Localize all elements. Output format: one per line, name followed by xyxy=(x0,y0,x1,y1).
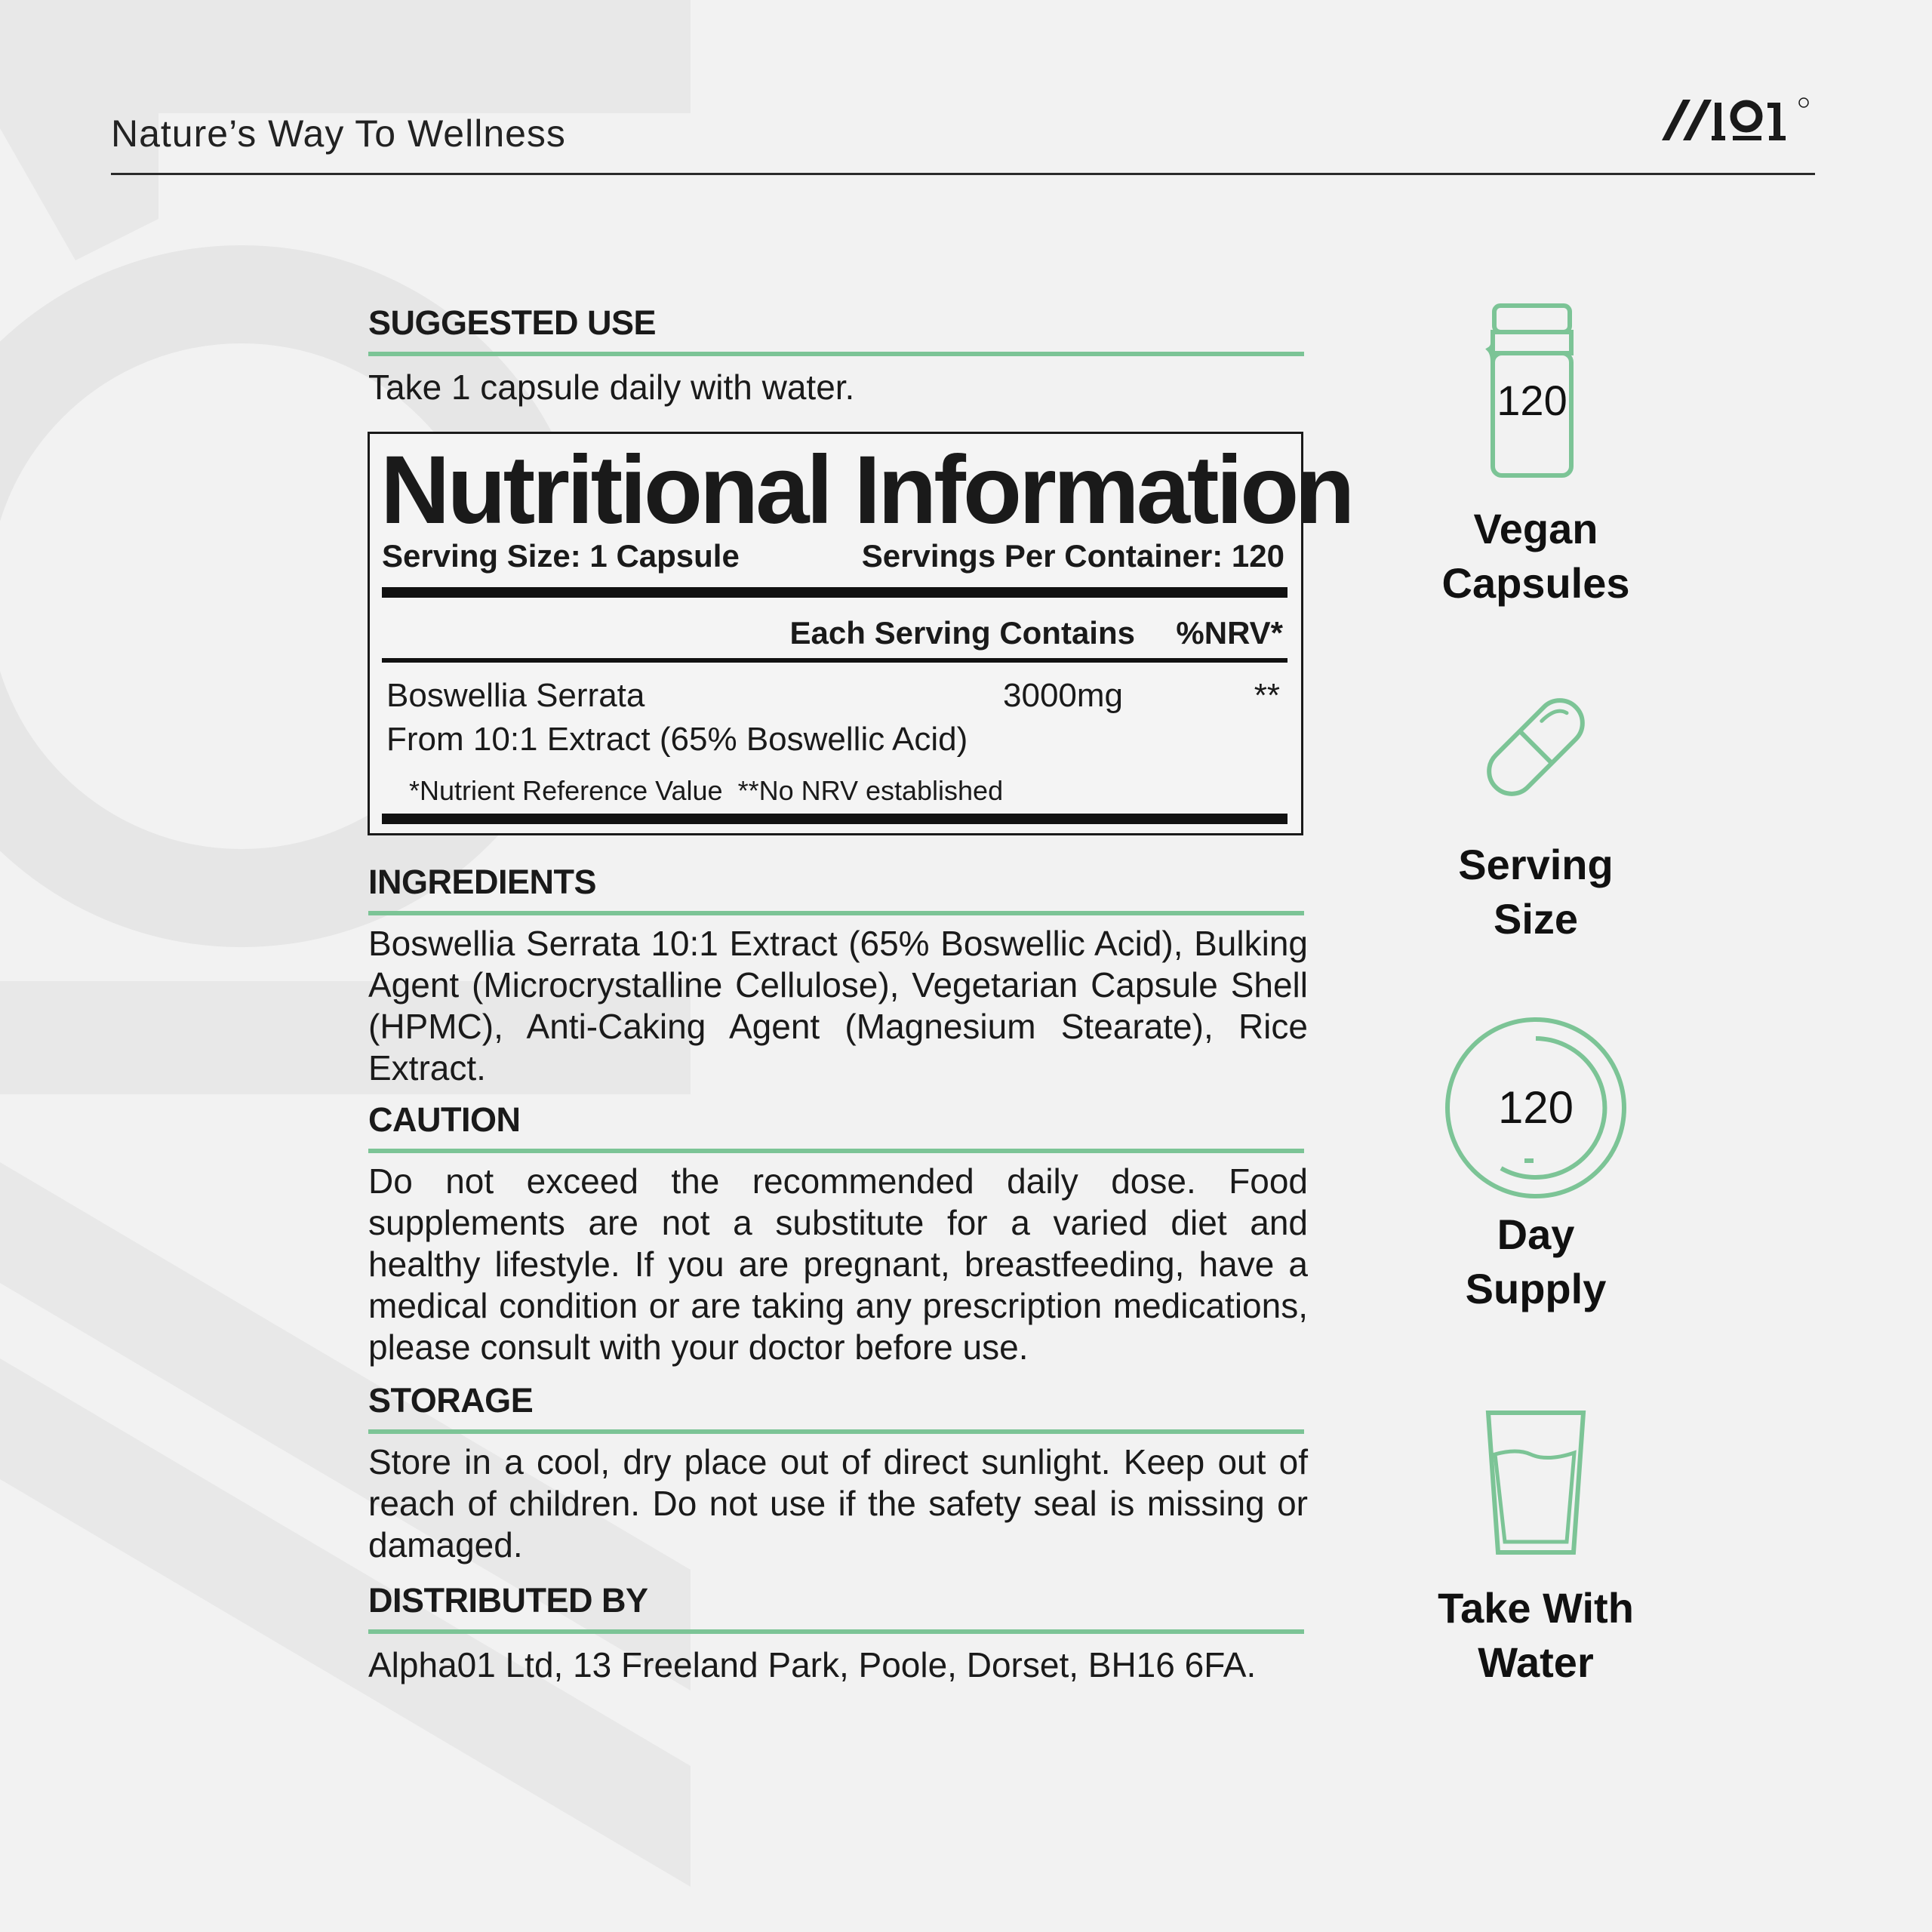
servings-per-container: Servings Per Container: 120 xyxy=(861,538,1284,574)
nutrition-panel xyxy=(368,432,1352,835)
water-label-2: Water xyxy=(1478,1638,1594,1686)
glass-icon xyxy=(1404,1409,1668,1556)
feature-serving-size xyxy=(1404,691,1668,946)
section-divider xyxy=(368,1629,1304,1634)
distributed-by-title: DISTRIBUTED BY xyxy=(368,1581,648,1620)
serving-size: Serving Size: 1 Capsule xyxy=(382,538,740,574)
feature-vegan-capsules xyxy=(1404,302,1668,611)
caution-section xyxy=(368,1100,1308,1368)
nutrition-footnote: *Nutrient Reference Value **No NRV established xyxy=(409,775,1004,806)
section-divider xyxy=(368,911,1304,915)
ingredients-text: Boswellia Serrata 10:1 Extract (65% Boswellic Acid), Bulking Agent (Microcrystalline Cellulose), Vegetarian Capsule Shell (HPMC), Anti-Caking Agent (Magnesium Stearate), Rice Extract. xyxy=(368,924,1308,1088)
suggested-use-title: SUGGESTED USE xyxy=(368,303,657,342)
nutrition-divider-thick xyxy=(382,587,1287,598)
bottle-icon xyxy=(1404,302,1668,483)
day-count: 120 xyxy=(1497,1082,1574,1133)
caution-title: CAUTION xyxy=(368,1100,521,1139)
item-subtitle: From 10:1 Extract (65% Boswellic Acid) xyxy=(386,721,968,758)
water-label-1: Take With xyxy=(1438,1584,1634,1632)
caution-text: Do not exceed the recommended daily dose. Food supplements are not a substitute for a varied diet and healthy lifestyle. If you are pregnant, breastfeeding, have a medical condition or are taking any prescription medications, please consult with your doctor before use. xyxy=(368,1161,1308,1367)
distributed-by-section xyxy=(368,1581,1308,1686)
ingredients-section xyxy=(368,863,1308,1089)
capsule-icon xyxy=(1404,691,1668,804)
day-circle-icon xyxy=(1404,1014,1668,1202)
distributed-by-text: Alpha01 Ltd, 13 Freeland Park, Poole, Dorset, BH16 6FA. xyxy=(368,1645,1257,1684)
section-divider xyxy=(368,352,1304,356)
header-divider xyxy=(111,173,1815,175)
serving-info-row xyxy=(382,538,1286,574)
capsules-count: 120 xyxy=(1497,377,1567,424)
supply-label-2: Supply xyxy=(1465,1265,1607,1312)
item-nrv: ** xyxy=(1254,677,1280,714)
ingredients-title: INGREDIENTS xyxy=(368,863,597,901)
feature-day-supply xyxy=(1404,1014,1668,1316)
storage-section xyxy=(368,1381,1308,1566)
storage-text: Store in a cool, dry place out of direct sunlight. Keep out of reach of children. Do not use if the safety seal is missing or damaged. xyxy=(368,1442,1308,1564)
nutrition-item-row xyxy=(382,677,1286,715)
vegan-label-1: Vegan xyxy=(1473,505,1598,552)
col-each-serving: Each Serving Contains xyxy=(789,615,1135,651)
brand-logo xyxy=(1660,95,1819,155)
suggested-use-section xyxy=(368,303,1308,408)
section-divider xyxy=(368,1429,1304,1434)
nutrition-divider-thin xyxy=(382,658,1287,663)
nutrition-title: Nutritional Information xyxy=(380,436,1352,544)
feature-take-with-water xyxy=(1404,1409,1668,1690)
suggested-use-text: Take 1 capsule daily with water. xyxy=(368,368,855,407)
serving-label-2: Size xyxy=(1493,895,1579,943)
nutrition-divider-bottom xyxy=(382,814,1287,824)
item-amount: 3000mg xyxy=(1003,677,1124,714)
section-divider xyxy=(368,1149,1304,1153)
supply-label-1: Day xyxy=(1497,1211,1575,1258)
tagline: Nature’s Way To Wellness xyxy=(111,112,566,155)
storage-title: STORAGE xyxy=(368,1381,534,1420)
col-nrv: %NRV* xyxy=(1176,615,1283,651)
item-name: Boswellia Serrata xyxy=(386,677,645,714)
serving-label-1: Serving xyxy=(1458,841,1614,888)
vegan-label-2: Capsules xyxy=(1441,559,1630,607)
